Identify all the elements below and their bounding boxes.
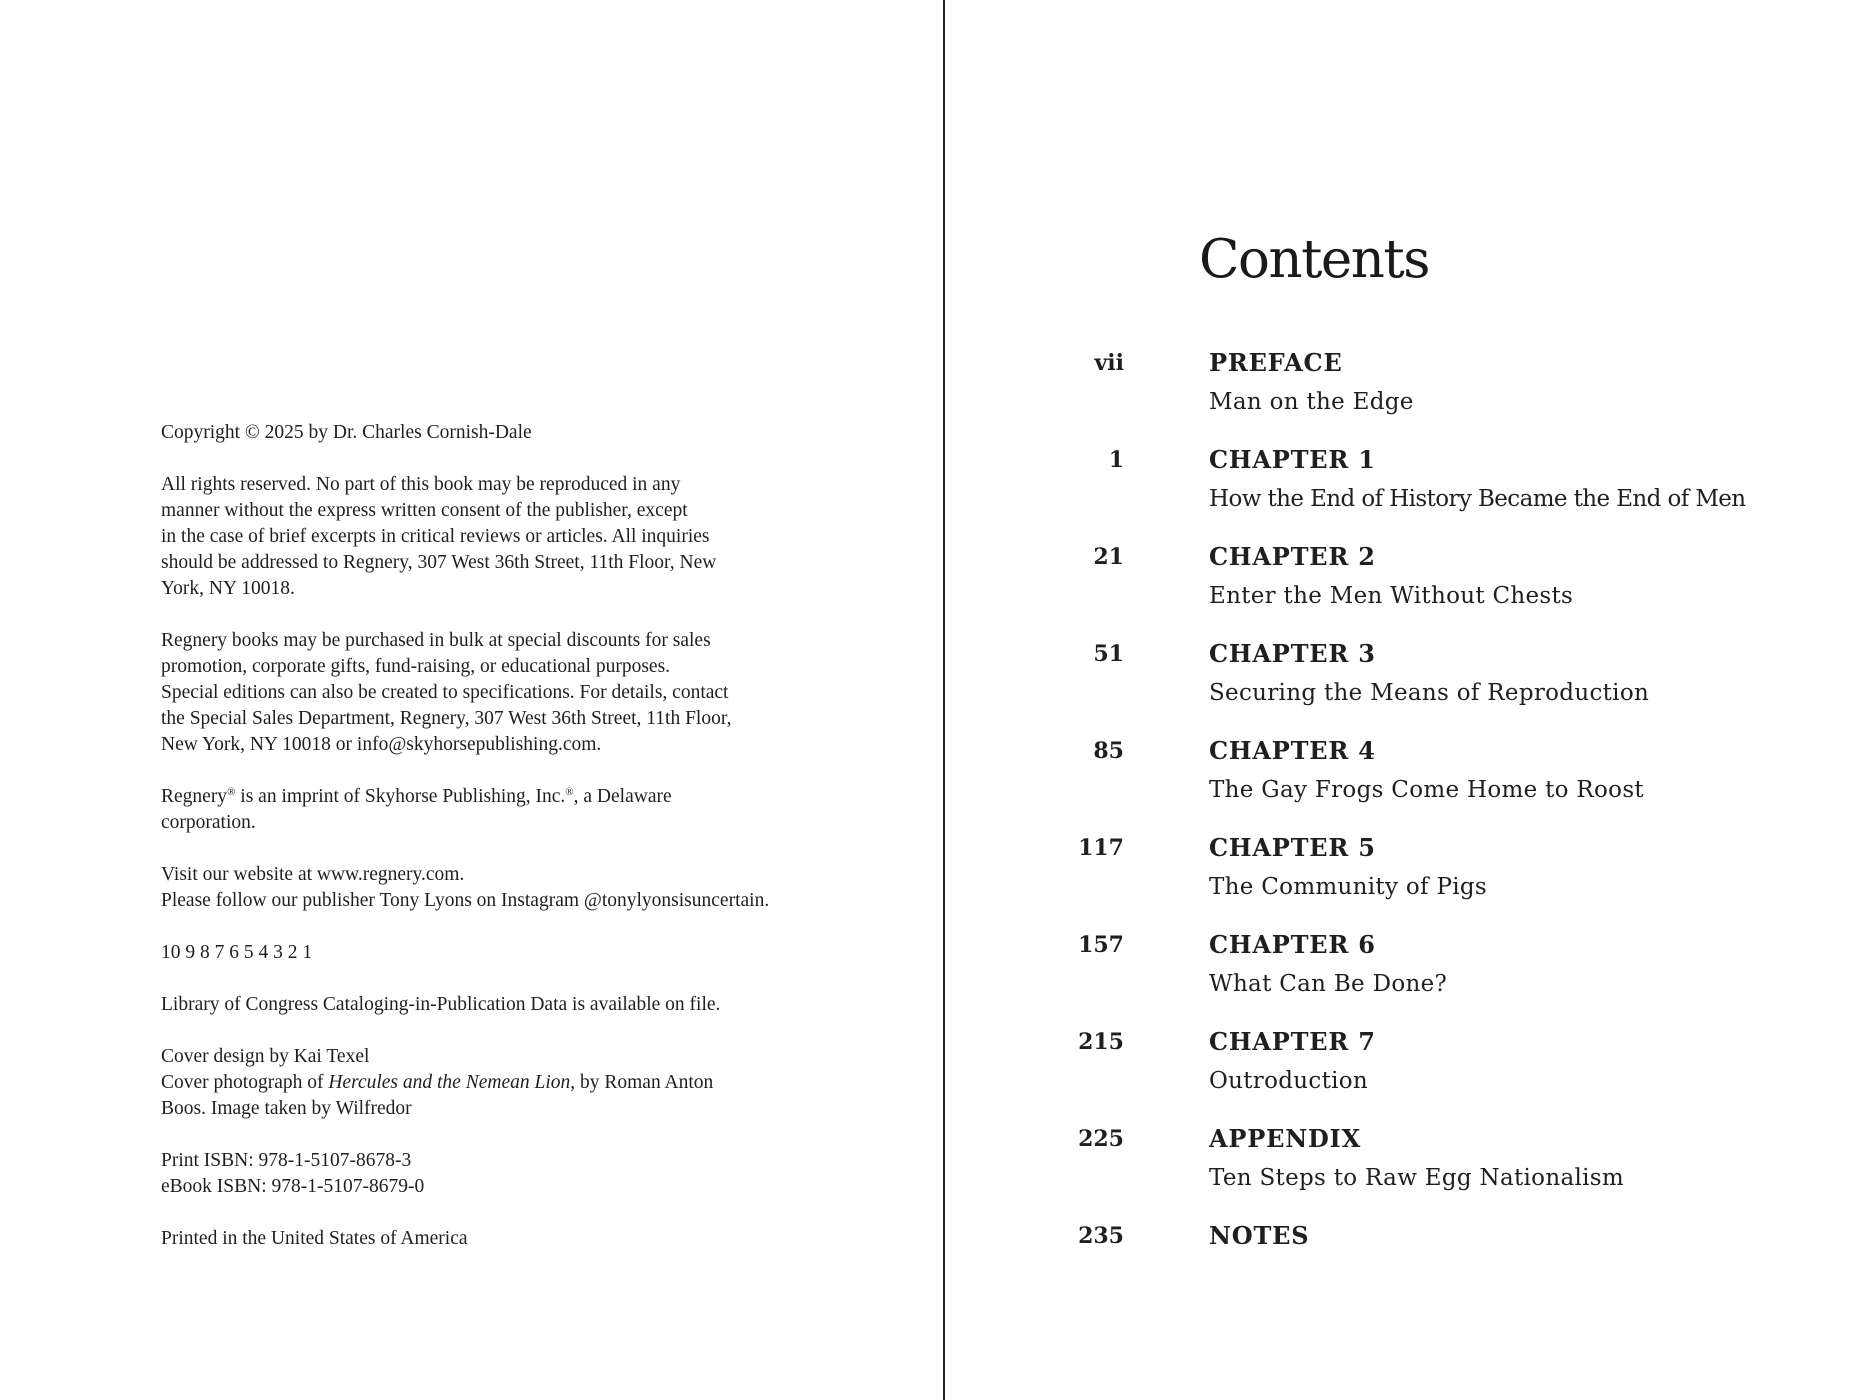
toc-entry [945,1024,1866,1121]
cover-photo-title: Hercules and the Nemean Lion [328,1072,571,1093]
toc-page-number: 215 [1078,1029,1124,1055]
bulk-sales-line: Special editions can also be created to specifications. For details, contact [161,682,729,703]
cover-credits-paragraph [161,1044,801,1122]
toc-entry [945,1121,1866,1218]
toc-entry-subtitle: What Can Be Done? [1209,971,1448,997]
imprint-paragraph [161,784,801,836]
toc-entry-subtitle: How the End of History Became the End of Men [1209,486,1746,512]
toc-page-number: 225 [1078,1126,1124,1152]
toc-entry-label: PREFACE [1209,348,1343,377]
print-isbn: Print ISBN: 978-1-5107-8678-3 [161,1150,412,1171]
copyright-block [161,420,801,1278]
toc-entry-label: NOTES [1209,1221,1310,1250]
cover-design-line: Cover design by Kai Texel [161,1046,370,1067]
website-paragraph [161,862,801,914]
printed-in-line: Printed in the United States of America [161,1228,468,1249]
rights-paragraph [161,472,801,602]
bulk-sales-paragraph [161,628,801,758]
ebook-isbn: eBook ISBN: 978-1-5107-8679-0 [161,1176,425,1197]
toc-page-number: 21 [1093,544,1124,570]
imprint-end: , a Delaware [573,786,672,807]
toc-entry-label: CHAPTER 2 [1209,542,1376,571]
registered-mark: ® [565,786,574,798]
cip-line: Library of Congress Cataloging-in-Publication Data is available on file. [161,994,721,1015]
toc-entry [945,636,1866,733]
toc-entry-label: CHAPTER 1 [1209,445,1376,474]
instagram-line: Please follow our publisher Tony Lyons on Instagram @tonylyonsisuncertain. [161,890,770,911]
printing-line-paragraph [161,940,801,966]
toc-entry-label: CHAPTER 4 [1209,736,1376,765]
bulk-sales-line: promotion, corporate gifts, fund-raising, or educational purposes. [161,656,671,677]
toc-entry [945,345,1866,442]
toc-entry [945,733,1866,830]
toc-entry [945,830,1866,927]
toc-entry [945,1218,1866,1315]
toc-entry-subtitle: Enter the Men Without Chests [1209,583,1574,609]
toc-entry-subtitle: Ten Steps to Raw Egg Nationalism [1209,1165,1624,1191]
toc-page-number: 85 [1093,738,1124,764]
table-of-contents [945,345,1866,1315]
toc-entry [945,442,1866,539]
imprint-line-2: corporation. [161,812,256,833]
registered-mark: ® [227,786,236,798]
bulk-sales-line: the Special Sales Department, Regnery, 307 West 36th Street, 11th Floor, [161,708,732,729]
imprint-line [161,784,801,810]
toc-entry [945,539,1866,636]
toc-entry [945,927,1866,1024]
toc-entry-subtitle: Securing the Means of Reproduction [1209,680,1650,706]
bulk-sales-line: Regnery books may be purchased in bulk at special discounts for sales [161,630,711,651]
toc-page-number: 1 [1108,447,1124,473]
toc-entry-subtitle: The Community of Pigs [1209,874,1487,900]
cover-photo-line-2: Boos. Image taken by Wilfredor [161,1098,412,1119]
contents-page [945,0,1866,1400]
toc-entry-label: APPENDIX [1209,1124,1362,1153]
toc-entry-subtitle: The Gay Frogs Come Home to Roost [1209,777,1644,803]
cover-photo-prefix: Cover photograph of [161,1072,329,1093]
cip-paragraph [161,992,801,1018]
isbn-paragraph [161,1148,801,1200]
toc-page-number: 117 [1078,835,1124,861]
rights-line: manner without the express written consent of the publisher, except [161,500,688,521]
toc-page-number: 235 [1078,1223,1124,1249]
toc-entry-label: CHAPTER 5 [1209,833,1376,862]
rights-line: in the case of brief excerpts in critical reviews or articles. All inquiries [161,526,710,547]
toc-entry-label: CHAPTER 6 [1209,930,1376,959]
toc-entry-subtitle: Man on the Edge [1209,389,1414,415]
printing-line: 10 9 8 7 6 5 4 3 2 1 [161,942,313,963]
copyright-notice [161,420,801,446]
cover-photo-suffix: , by Roman Anton [570,1072,714,1093]
rights-line: York, NY 10018. [161,578,295,599]
printed-in-paragraph [161,1226,801,1252]
toc-entry-label: CHAPTER 3 [1209,639,1376,668]
copyright-line: Copyright © 2025 by Dr. Charles Cornish-Dale [161,422,532,443]
imprint-mid: is an imprint of Skyhorse Publishing, Inc. [235,786,566,807]
toc-entry-label: CHAPTER 7 [1209,1027,1376,1056]
rights-line: should be addressed to Regnery, 307 West 36th Street, 11th Floor, New [161,552,717,573]
toc-page-number: vii [1094,350,1124,376]
imprint-regnery: Regnery [161,786,228,807]
toc-entry-subtitle: Outroduction [1209,1068,1369,1094]
toc-page-number: 51 [1093,641,1124,667]
rights-line: All rights reserved. No part of this book may be reproduced in any [161,474,681,495]
toc-page-number: 157 [1078,932,1124,958]
website-line: Visit our website at www.regnery.com. [161,864,465,885]
contents-title: Contents [1199,229,1429,290]
bulk-sales-line: New York, NY 10018 or info@skyhorsepublishing.com. [161,734,602,755]
cover-photo-line [161,1070,801,1096]
